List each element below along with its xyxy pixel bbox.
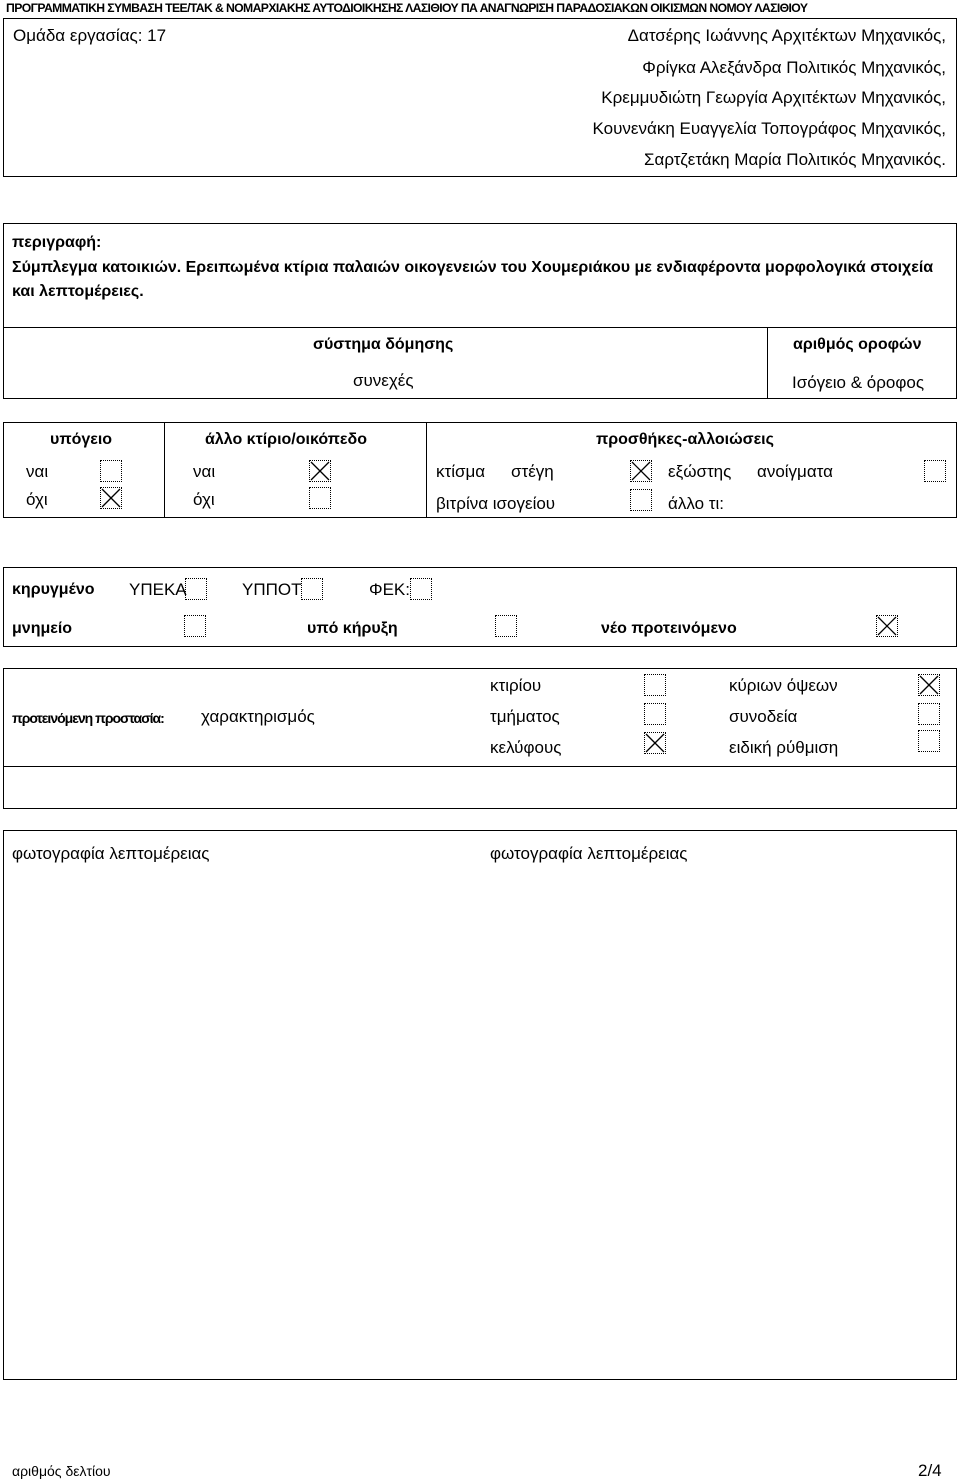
other-no-label: όχι [193, 490, 215, 509]
check-cross-icon [919, 675, 939, 695]
protection-main-facades-label: κύριων όψεων [729, 676, 838, 695]
basement-yes-label: ναι [26, 462, 49, 481]
addition-openings-checkbox[interactable] [924, 460, 946, 482]
protection-building-label: κτιρίου [490, 676, 542, 695]
protection-special-checkbox[interactable] [918, 730, 940, 752]
page-number: 2/4 [918, 1461, 942, 1480]
team-member: Κρεμμυδιώτη Γεωργία Αρχιτέκτων Μηχανικός, [601, 88, 946, 107]
addition-shopfront-label: βιτρίνα ισογείου [436, 494, 556, 513]
protection-ensemble-label: συνοδεία [729, 707, 798, 726]
protection-divider [3, 766, 957, 767]
basement-no-checkbox[interactable] [100, 487, 122, 509]
check-cross-icon [310, 461, 330, 481]
protection-part-label: τμήματος [490, 707, 560, 726]
other-yes-checkbox[interactable] [309, 460, 331, 482]
photo-caption-left: φωτογραφία λεπτομέρειας [12, 844, 210, 863]
addition-roof-checkbox[interactable] [630, 460, 652, 482]
team-member: Σαρτζετάκη Μαρία Πολιτικός Μηχανικός. [644, 150, 946, 169]
fek-label: ΦΕΚ: [369, 580, 410, 599]
other-no-checkbox[interactable] [309, 487, 331, 509]
photo-caption-right: φωτογραφία λεπτομέρειας [490, 844, 688, 863]
structure-system-value: συνεχές [353, 371, 414, 390]
check-cross-icon [645, 733, 665, 753]
basement-yes-checkbox[interactable] [100, 460, 122, 482]
basement-no-label: όχι [26, 490, 48, 509]
newly-proposed-label: νέο προτεινόμενο [601, 620, 737, 637]
addition-roof-label: στέγη [511, 462, 554, 481]
ypeka-label: ΥΠΕΚΑ [129, 580, 187, 599]
under-declaration-label: υπό κήρυξη [307, 620, 398, 637]
addition-exterior-label: εξώστης [668, 462, 732, 481]
other-yes-label: ναι [193, 462, 216, 481]
addition-other-label: άλλο τι: [668, 494, 724, 513]
structure-system-label: σύστημα δόμησης [313, 336, 454, 353]
addition-openings-label: ανοίγματα [757, 462, 833, 481]
check-cross-icon [631, 461, 651, 481]
protection-main-facades-checkbox[interactable] [918, 674, 940, 696]
monument-checkbox[interactable] [184, 615, 206, 637]
protection-building-checkbox[interactable] [644, 674, 666, 696]
description-label: περιγραφή: [12, 234, 102, 251]
protection-label: προτεινόμενη προστασία: [12, 710, 164, 726]
fek-checkbox[interactable] [410, 578, 432, 600]
protection-shell-checkbox[interactable] [644, 732, 666, 754]
building-divider [164, 422, 165, 518]
monument-label: μνημείο [12, 620, 73, 637]
check-cross-icon [877, 616, 897, 636]
sheet-number-label: αριθμός δελτίου [12, 1463, 111, 1479]
team-member: Δατσέρης Ιωάννης Αρχιτέκτων Μηχανικός, [627, 26, 946, 45]
other-building-label: άλλο κτίριο/οικόπεδο [205, 431, 367, 448]
ypeka-checkbox[interactable] [185, 578, 207, 600]
yppot-label: ΥΠΠΟΤ [242, 580, 302, 599]
addition-shopfront-checkbox[interactable] [630, 489, 652, 511]
yppot-checkbox[interactable] [301, 578, 323, 600]
building-divider [426, 422, 427, 518]
structure-floors-value: Ισόγειο & όροφος [792, 373, 925, 392]
document-header: ΠΡΟΓΡΑΜΜΑΤΙΚΗ ΣΥΜΒΑΣΗ ΤΕΕ/ΤΑΚ & ΝΟΜΑΡΧΙΑΚΗΣ ΑΥΤΟΔΙΟΙΚΗΣΗΣ ΛΑΣΙΘΙΟΥ ΠΑ ΑΝΑΓΝΩΡΙΣΗ ΠΑΡΑΔΟΣΙΑΚΩΝ ΟΙΚΙΣΜΩΝ ΝΟΜΟΥ ΛΑΣΙΘΙΟΥ [6, 1, 808, 15]
check-cross-icon [101, 488, 121, 508]
photos-section [3, 830, 957, 1380]
protection-shell-label: κελύφους [490, 738, 562, 757]
team-member: Φρίγκα Αλεξάνδρα Πολιτικός Μηχανικός, [642, 58, 946, 77]
additions-label: προσθήκες-αλλοιώσεις [596, 431, 774, 448]
newly-proposed-checkbox[interactable] [876, 615, 898, 637]
characterization-label: χαρακτηρισμός [201, 707, 315, 726]
protection-special-label: ειδική ρύθμιση [729, 738, 839, 757]
status-section [3, 567, 957, 647]
team-member: Κουνενάκη Ευαγγελία Τοπογράφος Μηχανικός, [592, 119, 946, 138]
addition-building-label: κτίσμα [436, 462, 486, 481]
structure-floors-label: αριθμός οροφών [793, 336, 922, 353]
protection-ensemble-checkbox[interactable] [918, 703, 940, 725]
protection-part-checkbox[interactable] [644, 703, 666, 725]
under-declaration-checkbox[interactable] [495, 615, 517, 637]
description-text: Σύμπλεγμα κατοικιών. Ερειπωμένα κτίρια παλαιών οικογενειών του Χουμεριάκου με ενδιαφέροντα μορφολογικά στοιχεία και λεπτομέρειες. [12, 259, 934, 300]
basement-label: υπόγειο [50, 431, 113, 448]
structure-divider [767, 327, 768, 399]
team-label: Ομάδα εργασίας: 17 [13, 26, 167, 45]
declared-label: κηρυγμένο [12, 581, 95, 598]
